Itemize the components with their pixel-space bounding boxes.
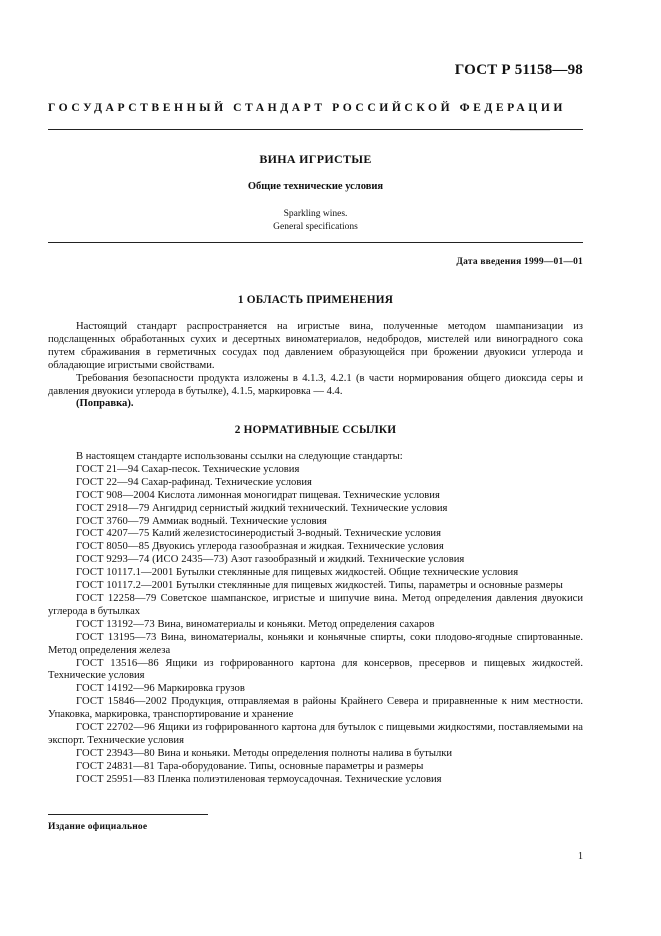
section-1-paragraph-2: Требования безопасности продукта изложены в 4.1.3, 4.2.1 (в части нормирования общего диоксида серы и давления двуокиси углерода в бутылке), 4.1.5, маркировка — 4.4.: [48, 372, 583, 397]
reference-title: Сахар-песок. Технические условия: [141, 463, 300, 475]
reference-code: ГОСТ 908—2004: [76, 489, 155, 501]
reference-title: Вина, виноматериалы, коньяки и коньячные спирты, соки плодово-ягодные спиртованные. Метод определения железа: [48, 631, 583, 656]
reference-code: ГОСТ 13516—86: [76, 657, 159, 669]
reference-code: ГОСТ 8050—85: [76, 541, 150, 553]
title-divider: [48, 242, 583, 243]
introduction-date: Дата введения 1999—01—01: [456, 257, 583, 267]
reference-code: ГОСТ 13195—73: [76, 631, 157, 643]
reference-title: Ящики из гофрированного картона для бутылок с пищевыми жидкостями, поставляемыми на экспорт. Технические условия: [48, 722, 583, 746]
reference-list: [48, 464, 583, 787]
reference-code: ГОСТ 21—94: [76, 463, 139, 475]
reference-title: Вина, виноматериалы и коньяки. Метод определения сахаров: [157, 618, 435, 630]
reference-title: Кислота лимонная моногидрат пищевая. Технические условия: [157, 489, 440, 501]
section-1-heading: 1 ОБЛАСТЬ ПРИМЕНЕНИЯ: [237, 294, 394, 306]
section-2-heading: 2 НОРМАТИВНЫЕ ССЫЛКИ: [234, 424, 397, 436]
reference-item: [48, 528, 583, 541]
reference-code: ГОСТ 9293—74 (ИСО 2435—73): [76, 554, 228, 566]
reference-item: [48, 658, 583, 684]
english-title-line-1: Sparkling wines.: [283, 209, 348, 219]
reference-code: ГОСТ 25951—83: [76, 773, 155, 785]
reference-code: ГОСТ 2918—79: [76, 502, 150, 514]
reference-item: [48, 619, 583, 632]
reference-item: [48, 490, 583, 503]
reference-title: Тара-оборудование. Типы, основные параметры и размеры: [157, 760, 424, 772]
reference-title: Двуокись углерода газообразная и жидкая. Технические условия: [152, 541, 444, 553]
reference-title: Советское шампанское, игристые и шипучие вина. Метод определения давления двуокиси углерода в бутылках: [48, 592, 583, 617]
reference-title: Аммиак водный. Технические условия: [152, 515, 327, 527]
reference-title: Ящики из гофрированного картона для консервов, пресервов и пищевых жидкостей. Технические условия: [48, 657, 583, 682]
reference-item: [48, 774, 583, 787]
reference-item: [48, 503, 583, 516]
reference-item: [48, 632, 583, 658]
footer-divider: [48, 814, 208, 815]
reference-item: [48, 554, 583, 567]
section-1-paragraph-1: Настоящий стандарт распространяется на игристые вина, полученные методом шампанизации из подслащенных обработанных сухих и десертных виноматериалов, недобродов, мистелей или виноградного сока путем сбраживания в герметичных сосудах под давлением образующейся при брожении двуокиси углерода и обладающие игристыми свойствами.: [48, 321, 583, 371]
reference-title: Бутылки стеклянные для пищевых жидкостей. Типы, параметры и основные размеры: [176, 580, 563, 592]
state-standard-heading: ГОСУДАРСТВЕННЫЙ СТАНДАРТ РОССИЙСКОЙ ФЕДЕРАЦИИ: [48, 101, 566, 114]
document-title: ВИНА ИГРИСТЫЕ: [259, 152, 372, 166]
reference-title: Продукция, отправляемая в районы Крайнего Севера и приравненные к ним местности. Упаковка, маркировка, транспортирование и хранение: [48, 696, 584, 721]
section-2-lead: В настоящем стандарте использованы ссылки на следующие стандарты:: [76, 451, 403, 462]
reference-code: ГОСТ 14192—96: [76, 683, 155, 695]
reference-item: [48, 516, 583, 529]
reference-item: [48, 541, 583, 554]
top-divider: [48, 129, 583, 130]
reference-item: [48, 593, 583, 619]
amendment-note: (Поправка).: [76, 398, 134, 410]
reference-code: ГОСТ 10117.2—2001: [76, 580, 174, 592]
reference-title: Вина и коньяки. Методы определения полноты налива в бутылки: [157, 747, 453, 759]
document-subtitle: Общие технические условия: [247, 181, 384, 192]
reference-title: Калий железистосинеродистый 3-водный. Технические условия: [152, 528, 441, 540]
reference-item: [48, 722, 583, 748]
reference-item: [48, 464, 583, 477]
edition-label: Издание официальное: [48, 822, 148, 832]
reference-item: [48, 567, 583, 580]
section-1-body: [48, 321, 583, 411]
reference-title: Ангидрид сернистый жидкий технический. Технические условия: [152, 502, 448, 514]
reference-code: ГОСТ 10117.1—2001: [76, 567, 174, 579]
reference-title: Маркировка грузов: [157, 683, 245, 695]
scan-artifact: [510, 130, 550, 131]
reference-item: [48, 696, 583, 722]
gost-code: ГОСТ Р 51158—98: [454, 62, 583, 78]
reference-title: Сахар-рафинад. Технические условия: [141, 476, 312, 488]
reference-code: ГОСТ 15846—2002: [76, 696, 168, 708]
reference-code: ГОСТ 23943—80: [76, 747, 155, 759]
reference-code: ГОСТ 22—94: [76, 476, 139, 488]
reference-code: ГОСТ 22702—96: [76, 722, 156, 734]
reference-item: [48, 477, 583, 490]
reference-item: [48, 580, 583, 593]
reference-item: [48, 748, 583, 761]
reference-code: ГОСТ 24831—81: [76, 760, 155, 772]
english-title: [48, 208, 583, 234]
reference-code: ГОСТ 3760—79: [76, 515, 150, 527]
page-number: 1: [578, 851, 583, 862]
reference-title: Бутылки стеклянные для пищевых жидкостей. Общие технические условия: [176, 567, 519, 579]
reference-code: ГОСТ 13192—73: [76, 618, 155, 630]
reference-code: ГОСТ 12258—79: [76, 592, 157, 604]
reference-code: ГОСТ 4207—75: [76, 528, 150, 540]
reference-title: Пленка полиэтиленовая термоусадочная. Технические условия: [157, 773, 442, 785]
reference-item: [48, 683, 583, 696]
reference-item: [48, 761, 583, 774]
reference-title: Азот газообразный и жидкий. Технические условия: [230, 554, 465, 566]
english-title-line-2: General specifications: [273, 222, 358, 232]
section-2-body: [48, 451, 583, 787]
